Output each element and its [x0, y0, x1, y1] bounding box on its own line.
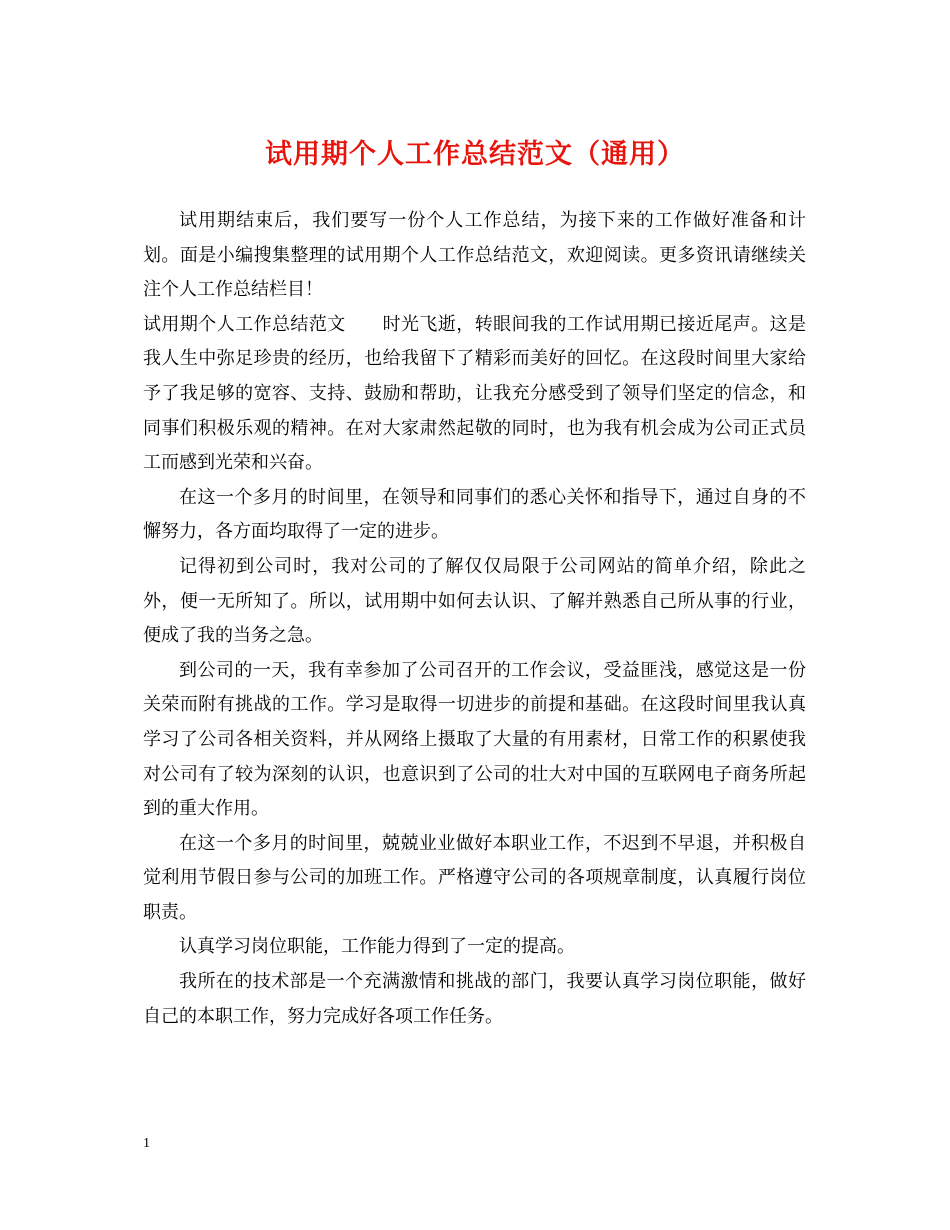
page-number: 1 — [143, 1136, 150, 1151]
paragraph-opening: 试用期个人工作总结范文 时光飞逝，转眼间我的工作试用期已接近尾声。这是我人生中弥足珍贵的经历，也给我留下了精彩而美好的回忆。在这段时间里大家给予了我足够的宽容、支持、鼓励和帮助，让我充分感受到了领导们坚定的信念，和同事们积极乐观的精神。在对大家肃然起敬的同时，也为我有机会成为公司正式员工而感到光荣和兴奋。 — [143, 313, 806, 474]
paragraph-meeting: 到公司的一天，我有幸参加了公司召开的工作会议，受益匪浅，感觉这是一份关荣而附有挑战的工作。学习是取得一切进步的前提和基础。在这段时间里我认真学习了公司各相关资料，并从网络上摄取了大量的有用素材，日常工作的积累使我对公司有了较为深刻的认识，也意识到了公司的壮大对中国的互联网电子商务所起到的重大作用。 — [143, 659, 806, 820]
document-body — [143, 204, 806, 1034]
paragraph-diligence: 在这一个多月的时间里，兢兢业业做好本职业工作，不迟到不早退，并积极自觉利用节假日参与公司的加班工作。严格遵守公司的各项规章制度，认真履行岗位职责。 — [143, 832, 806, 923]
document-title: 试用期个人工作总结范文（通用） — [265, 139, 685, 170]
paragraph-progress: 在这一个多月的时间里，在领导和同事们的悉心关怀和指导下，通过自身的不懈努力，各方面均取得了一定的进步。 — [143, 486, 806, 543]
paragraph-department: 我所在的技术部是一个充满激情和挑战的部门，我要认真学习岗位职能，做好自己的本职工作，努力完成好各项工作任务。 — [143, 971, 806, 1027]
paragraph-ability: 认真学习岗位职能，工作能力得到了一定的提高。 — [179, 936, 575, 958]
paragraph-first-days: 记得初到公司时，我对公司的了解仅仅局限于公司网站的简单介绍，除此之外，便一无所知了。所以，试用期中如何去认识、了解并熟悉自己所从事的行业，便成了我的当务之急。 — [143, 555, 806, 647]
paragraph-intro: 试用期结束后，我们要写一份个人工作总结，为接下来的工作做好准备和计划。面是小编搜集整理的试用期个人工作总结范文，欢迎阅读。更多资讯请继续关注个人工作总结栏目！ — [143, 210, 806, 301]
